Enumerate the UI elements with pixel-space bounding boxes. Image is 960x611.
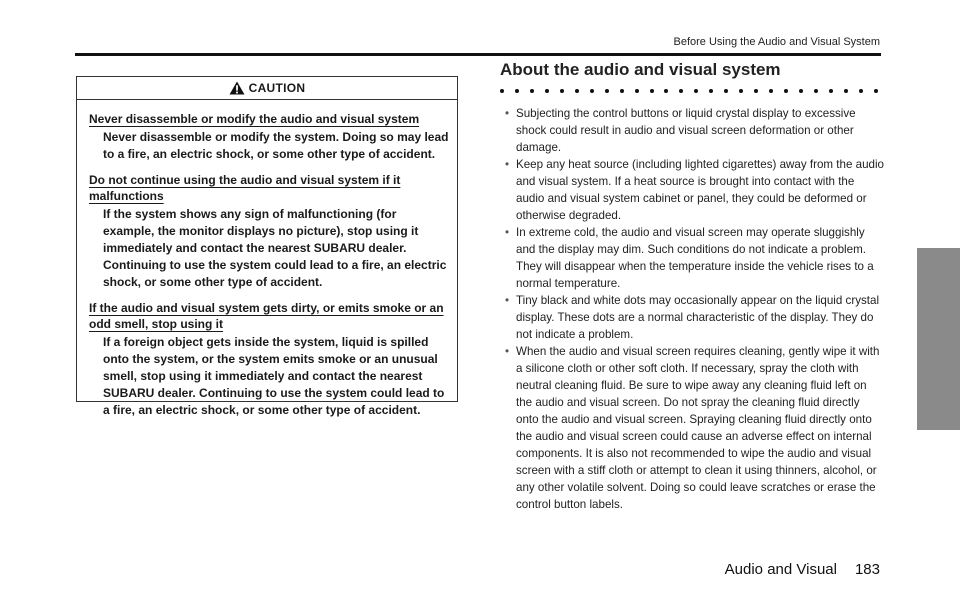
page-footer	[725, 561, 880, 578]
divider-dot	[844, 89, 848, 93]
divider-dot	[829, 89, 833, 93]
list-item: • Subjecting the control buttons or liquid crystal display to excessive shock could result in audio and visual screen deformation or other damage.	[505, 107, 856, 154]
divider-dot	[769, 89, 773, 93]
caution-item-heading: Do not continue using the audio and visual system if it malfunctions	[89, 173, 401, 203]
divider-dot	[500, 89, 504, 93]
caution-item-text: If the system shows any sign of malfunctioning (for example, the monitor displays no picture), stop using it immediately and contact the nearest SUBARU dealer. Continuing to use the system could lead to a fire, an electric shock, or some other type of accident.	[103, 207, 447, 289]
page-number: 183	[854, 561, 880, 578]
caution-item-text: Never disassemble or modify the system. Doing so may lead to a fire, an electric shock, or some other type of accident.	[103, 130, 449, 161]
caution-item-heading: Never disassemble or modify the audio and visual system	[89, 112, 420, 126]
divider-dot	[799, 89, 803, 93]
divider-dot	[530, 89, 534, 93]
divider-dot	[515, 89, 519, 93]
caution-item-heading: If the audio and visual system gets dirty, or emits smoke or an odd smell, stop using it	[89, 301, 444, 331]
caution-header	[77, 77, 457, 100]
divider-dot	[814, 89, 818, 93]
divider-dot	[754, 89, 758, 93]
list-item: • Tiny black and white dots may occasionally appear on the liquid crystal display. These dots are a normal characteristic of the display. They do not indicate a problem.	[505, 294, 880, 341]
list-item: • In extreme cold, the audio and visual screen may operate sluggishly and the display may dim. Such conditions do not indicate a problem. They will disappear when the temperature inside the vehicle rises to a normal temperature.	[505, 226, 874, 290]
divider-dot	[635, 89, 639, 93]
divider-dot	[874, 89, 878, 93]
caution-box	[76, 76, 458, 417]
divider-dot	[560, 89, 564, 93]
bullet-dot-icon: •	[505, 107, 510, 120]
divider-dot	[724, 89, 728, 93]
divider-dot	[545, 89, 549, 93]
dotted-divider	[500, 89, 878, 95]
running-header: Before Using the Audio and Visual System	[673, 36, 880, 48]
divider-dot	[739, 89, 743, 93]
caution-body	[77, 100, 457, 419]
bullet-dot-icon: •	[505, 158, 510, 171]
divider-dot	[784, 89, 788, 93]
divider-dot	[590, 89, 594, 93]
bullet-dot-icon: •	[505, 345, 510, 358]
divider-dot	[620, 89, 624, 93]
bullet-dot-icon: •	[505, 226, 510, 239]
bullet-dot-icon: •	[505, 294, 510, 307]
caution-item-text: If a foreign object gets inside the system, liquid is spilled onto the system, or the system emits smoke or an unusual smell, stop using it immediately and contact the nearest SUBARU dealer. Continuing to use the system could lead to a fire, an electric shock, or some other type of accident.	[103, 335, 445, 417]
warning-triangle-icon	[229, 81, 245, 95]
caution-label: CAUTION	[248, 81, 306, 95]
section-title: About the audio and visual system	[500, 60, 781, 79]
header-rule	[75, 53, 881, 56]
divider-dot	[709, 89, 713, 93]
divider-dot	[694, 89, 698, 93]
chapter-tab	[917, 248, 960, 430]
divider-dot	[650, 89, 654, 93]
list-item: • Keep any heat source (including lighted cigarettes) away from the audio and visual system. If a heat source is brought into contact with the audio and visual system cabinet or panel, they could be deformed or otherwise degraded.	[505, 158, 884, 222]
divider-dot	[679, 89, 683, 93]
footer-section-name: Audio and Visual	[724, 561, 837, 578]
divider-dot	[859, 89, 863, 93]
divider-dot	[664, 89, 668, 93]
divider-dot	[605, 89, 609, 93]
list-item: • When the audio and visual screen requires cleaning, gently wipe it with a silicone cloth or other soft cloth. If necessary, spray the cloth with neutral cleaning fluid. Be sure to wipe away any cleaning fluid left on the audio and visual screen. Do not spray the cleaning fluid directly onto the audio and visual screen. Spraying cleaning fluid directly onto the audio and visual screen could cause an adverse effect on internal components. It is also not recommended to wipe the audio and visual screen with a stiff cloth or attempt to clean it using thinners, alcohol, or any other volatile solvent. Doing so could leave scratches or erase the control button labels.	[505, 345, 880, 511]
divider-dot	[575, 89, 579, 93]
bullet-list	[500, 105, 884, 513]
